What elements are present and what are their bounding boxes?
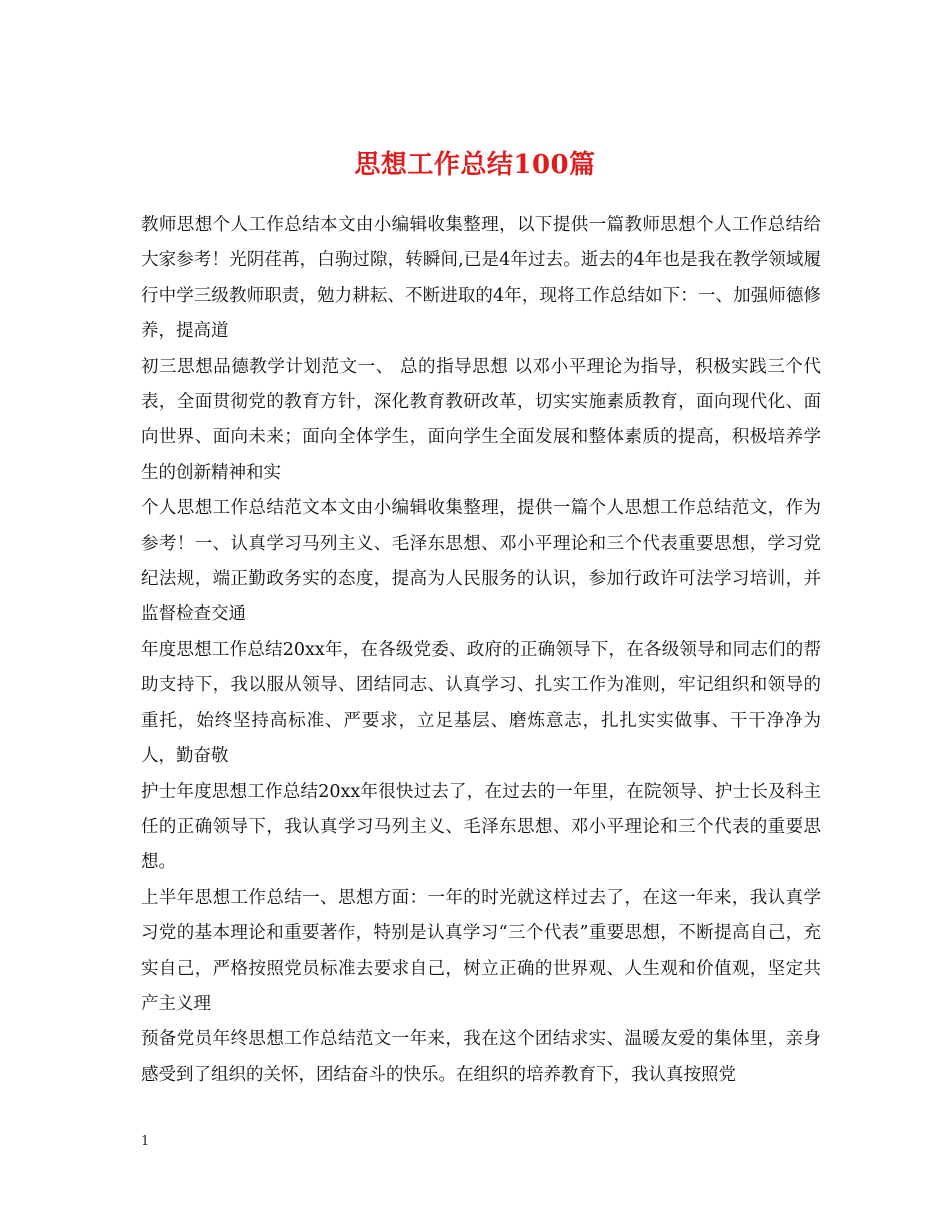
paragraph-4: 年度思想工作总结20xx年，在各级党委、政府的正确领导下，在各级领导和同志们的帮助支持下，我以服从领导、团结同志、认真学习、扎实工作为准则，牢记组织和领导的重托，始终坚持高标准、严要求，立足基层、磨炼意志，扎扎实实做事、干干净净为人，勤奋敬 [141, 639, 821, 767]
paragraph-3: 个人思想工作总结范文本文由小编辑收集整理，提供一篇个人思想工作总结范文，作为参考！一、认真学习马列主义、毛泽东思想、邓小平理论和三个代表重要思想，学习党纪法规，端正勤政务实的态度，提高为人民服务的认识，参加行政许可法学习培训，并监督检查交通 [141, 498, 821, 625]
paragraph-7: 预备党员年终思想工作总结范文一年来，我在这个团结求实、温暖友爱的集体里，亲身感受到了组织的关怀，团结奋斗的快乐。在组织的培养教育下，我认真按照党 [141, 1029, 821, 1085]
paragraph-6: 上半年思想工作总结一、思想方面：一年的时光就这样过去了，在这一年来，我认真学习党的基本理论和重要著作，特别是认真学习“三个代表”重要思想，不断提高自己，充实自己，严格按照党员标准去要求自己，树立正确的世界观、人生观和价值观，坚定共产主义理 [141, 887, 821, 1014]
paragraph-5: 护士年度思想工作总结20xx年很快过去了，在过去的一年里，在院领导、护士长及科主任的正确领导下，我认真学习马列主义、毛泽东思想、邓小平理论和三个代表的重要思想。 [141, 781, 821, 873]
page-number: 1 [141, 1134, 150, 1149]
paragraph-1: 教师思想个人工作总结本文由小编辑收集整理，以下提供一篇教师思想个人工作总结给大家参考！光阴荏苒，白驹过隙，转瞬间,已是4年过去。逝去的4年也是我在教学领域履行中学三级教师职责，勉力耕耘、不断进取的4年，现将工作总结如下：一、加强师德修养，提高道 [141, 215, 821, 342]
document-body [141, 208, 821, 1093]
paragraph-2: 初三思想品德教学计划范文一、 总的指导思想 以邓小平理论为指导，积极实践三个代表，全面贯彻党的教育方针，深化教育教研改革，切实实施素质教育，面向现代化、面向世界、面向未来；面向全体学生，面向学生全面发展和整体素质的提高，积极培养学生的创新精神和实 [141, 356, 821, 483]
document-title: 思想工作总结100篇 [354, 150, 596, 181]
